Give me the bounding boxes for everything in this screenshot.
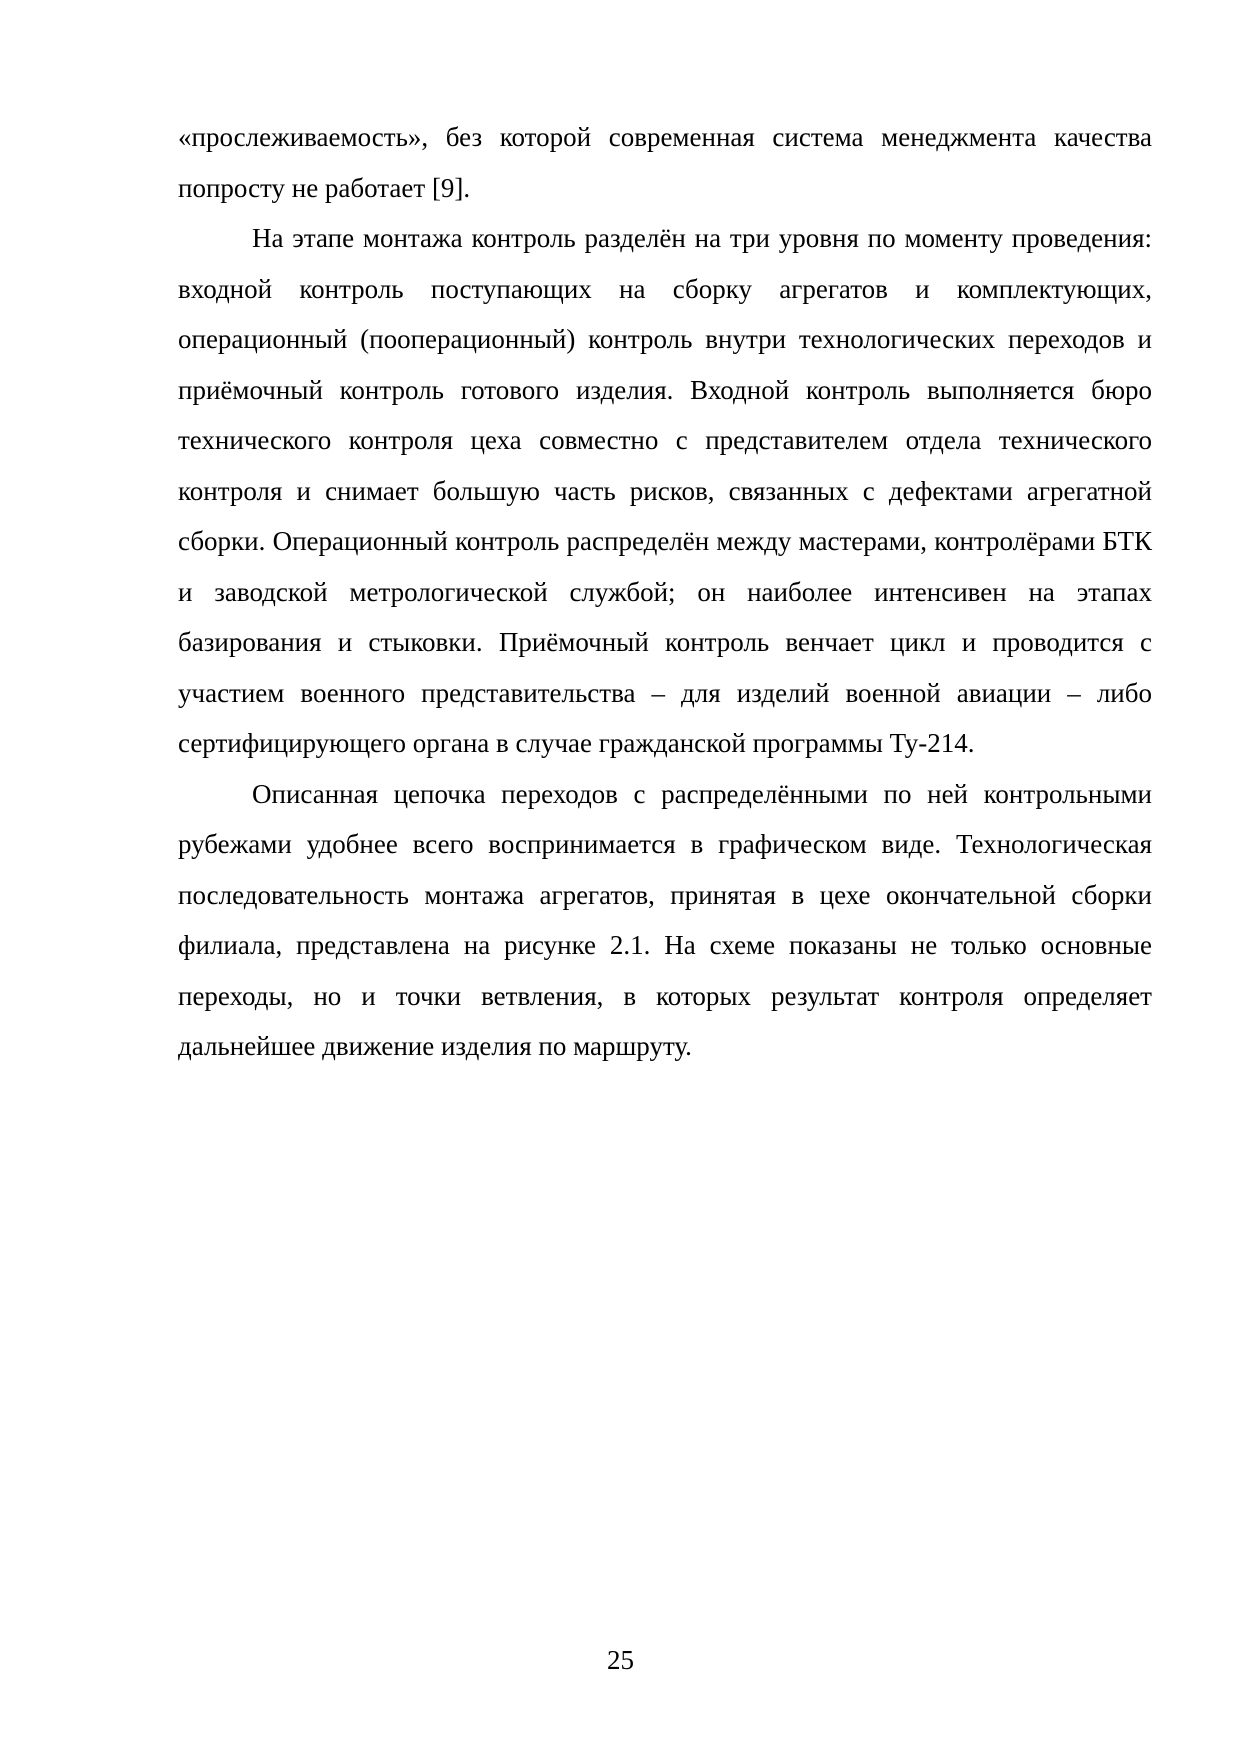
paragraph-continued: «прослеживаемость», без которой современная система менеджмента качества попросту не работает [9]. — [178, 122, 1152, 203]
body-text — [178, 112, 1152, 1072]
paragraph-figure-reference: Описанная цепочка переходов с распределёнными по ней контрольными рубежами удобнее всего воспринимается в графическом виде. Технологическая последовательность монтажа агрегатов, принятая в цехе окончательной сборки филиала, представлена на рисунке 2.1. На схеме показаны не только основные переходы, но и точки ветвления, в которых результат контроля определяет дальнейшее движение изделия по маршруту. — [178, 778, 1152, 1061]
paragraph-control-levels: На этапе монтажа контроль разделён на три уровня по моменту проведения: входной контроль поступающих на сборку агрегатов и комплектующих, операционный (пооперационный) контроль внутри технологических переходов и приёмочный контроль готового изделия. Входной контроль выполняется бюро технического контроля цеха совместно с представителем отдела технического контроля и снимает большую часть рисков, связанных с дефектами агрегатной сборки. Операционный контроль распределён между мастерами, контролёрами БТК и заводской метрологической службой; он наиболее интенсивен на этапах базирования и стыковки. Приёмочный контроль венчает цикл и проводится с участием военного представительства – для изделий военной авиации – либо сертифицирующего органа в случае гражданской программы Ту-214. — [178, 223, 1152, 758]
page-number: 25 — [607, 1645, 634, 1675]
